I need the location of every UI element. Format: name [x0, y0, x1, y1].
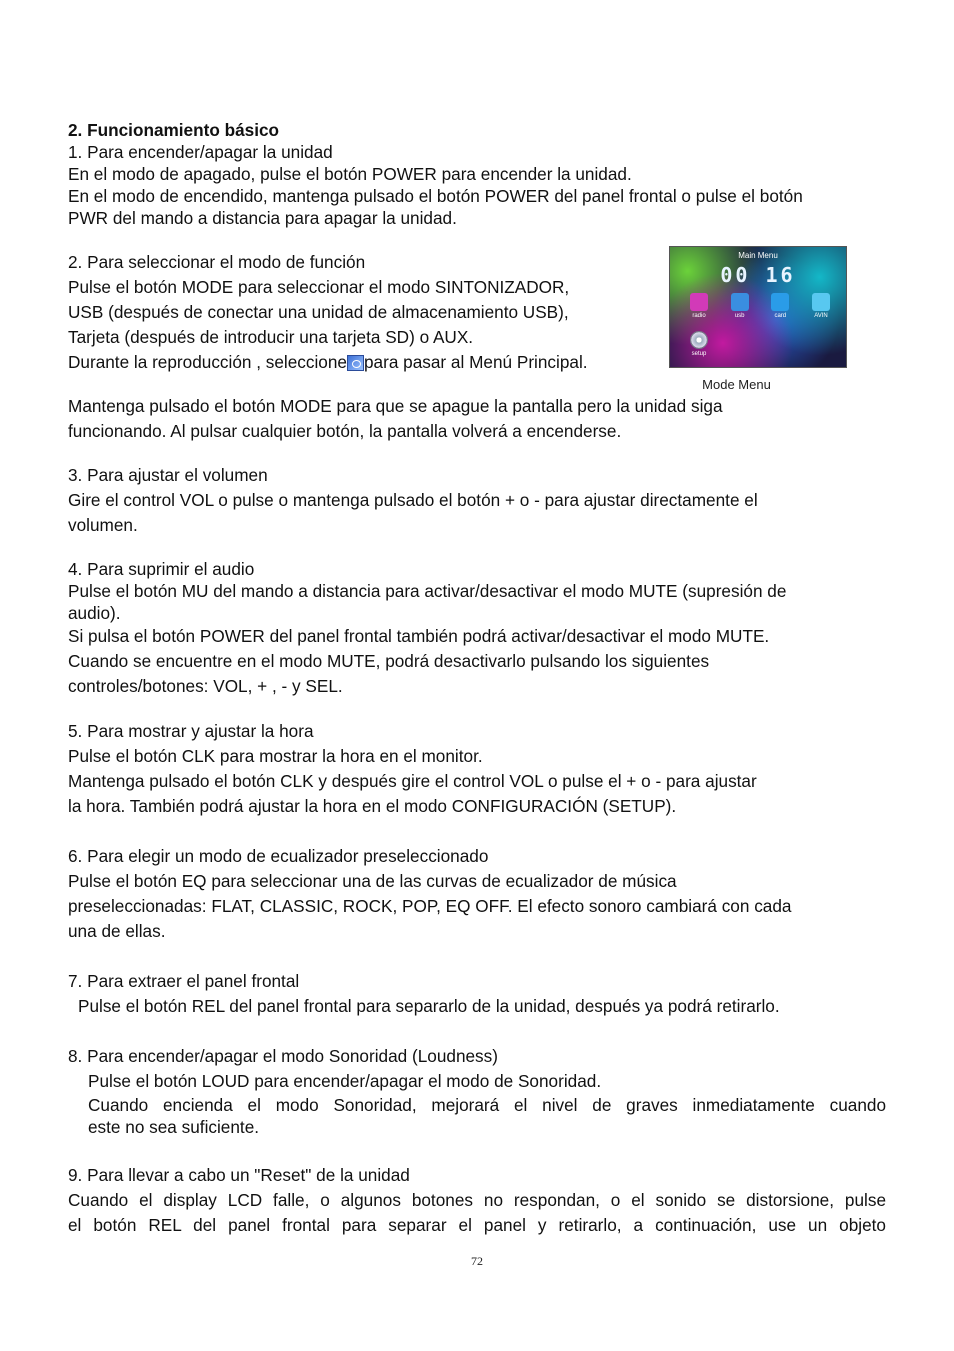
s6-line-1: Pulse el botón EQ para seleccionar una de las curvas de ecualizador de música	[68, 871, 677, 891]
s2-line-5: Mantenga pulsado el botón MODE para que se apague la pantalla pero la unidad siga	[68, 396, 723, 416]
radio-mode: radio	[682, 293, 716, 319]
s4-title: 4. Para suprimir el audio	[68, 559, 255, 579]
s6-title: 6. Para elegir un modo de ecualizador preseleccionado	[68, 846, 489, 866]
s2-line-3: Tarjeta (después de introducir una tarjeta SD) o AUX.	[68, 327, 474, 347]
s3-title: 3. Para ajustar el volumen	[68, 465, 268, 485]
mode-menu-screen	[669, 246, 847, 368]
s2-line-6: funcionando. Al pulsar cualquier botón, la pantalla volverá a encenderse.	[68, 421, 622, 441]
s5-line-1: Pulse el botón CLK para mostrar la hora en el monitor.	[68, 746, 483, 766]
s9-line-1: Cuando el display LCD falle, o algunos botones no respondan, o el sonido se distorsione, pulse	[68, 1190, 886, 1210]
s2-title: 2. Para seleccionar el modo de función	[68, 252, 366, 272]
screen-title: Main Menu	[738, 251, 778, 260]
section-heading: 2. Funcionamiento básico	[68, 120, 280, 140]
s2-line-2: USB (después de conectar una unidad de almacenamiento USB),	[68, 302, 569, 322]
s9-title: 9. Para llevar a cabo un "Reset" de la unidad	[68, 1165, 410, 1185]
s3-line-1: Gire el control VOL o pulse o mantenga pulsado el botón + o - para ajustar directamente el	[68, 490, 758, 510]
main-menu-icon	[347, 355, 364, 371]
s1-line-3: PWR del mando a distancia para apagar la unidad.	[68, 208, 457, 228]
s4-line-4: Cuando se encuentre en el modo MUTE, podrá desactivarlo pulsando los siguientes	[68, 651, 710, 671]
s8-line-2: Cuando encienda el modo Sonoridad, mejorará el nivel de graves inmediatamente cuando	[88, 1095, 886, 1115]
s1-line-1: En el modo de apagado, pulse el botón POWER para encender la unidad.	[68, 164, 632, 184]
s6-line-2: preseleccionadas: FLAT, CLASSIC, ROCK, POP, EQ OFF. El efecto sonoro cambiará con cada	[68, 896, 792, 916]
avin-mode: AVIN	[804, 293, 838, 319]
card-icon	[771, 293, 789, 311]
s7-line-1: Pulse el botón REL del panel frontal para separarlo de la unidad, después ya podrá retirarlo.	[78, 996, 780, 1016]
s7-title: 7. Para extraer el panel frontal	[68, 971, 300, 991]
s4-line-2: audio).	[68, 603, 121, 623]
radio-icon	[690, 293, 708, 311]
s8-title: 8. Para encender/apagar el modo Sonoridad (Loudness)	[68, 1046, 498, 1066]
s8-line-1: Pulse el botón LOUD para encender/apagar el modo de Sonoridad.	[88, 1071, 602, 1091]
avin-icon	[812, 293, 830, 311]
s2-line-4-end: para pasar al Menú Principal.	[363, 352, 588, 372]
s6-line-3: una de ellas.	[68, 921, 166, 941]
card-mode: card	[763, 293, 797, 319]
screen-clock: 00 16	[720, 263, 796, 287]
s9-line-2: el botón REL del panel frontal para separar el panel y retirarlo, a continuación, use un objeto	[68, 1215, 886, 1235]
setup-mode: setup	[682, 331, 716, 357]
s1-line-2: En el modo de encendido, mantenga pulsado el botón POWER del panel frontal o pulse el botón	[68, 186, 803, 206]
s2-line-4-start: Durante la reproducción , seleccione	[68, 352, 347, 372]
s8-line-3: este no sea suficiente.	[88, 1117, 260, 1137]
s3-line-2: volumen.	[68, 515, 138, 535]
mode-icons	[682, 293, 838, 319]
s4-line-5: controles/botones: VOL, + , - y SEL.	[68, 676, 343, 696]
figure-caption: Mode Menu	[702, 377, 771, 392]
page-number: 72	[471, 1254, 483, 1268]
s5-line-3: la hora. También podrá ajustar la hora en el modo CONFIGURACIÓN (SETUP).	[68, 796, 677, 816]
s5-line-2: Mantenga pulsado el botón CLK y después gire el control VOL o pulse el + o - para ajustar	[68, 771, 757, 791]
s1-title: 1. Para encender/apagar la unidad	[68, 142, 333, 162]
mode-menu-figure	[669, 246, 847, 392]
s5-title: 5. Para mostrar y ajustar la hora	[68, 721, 314, 741]
gear-icon	[690, 331, 708, 349]
s4-line-3: Si pulsa el botón POWER del panel frontal también podrá activar/desactivar el modo MUTE.	[68, 626, 770, 646]
usb-mode: usb	[723, 293, 757, 319]
usb-icon	[731, 293, 749, 311]
s4-line-1: Pulse el botón MU del mando a distancia para activar/desactivar el modo MUTE (supresión de	[68, 581, 787, 601]
s2-line-1: Pulse el botón MODE para seleccionar el modo SINTONIZADOR,	[68, 277, 570, 297]
